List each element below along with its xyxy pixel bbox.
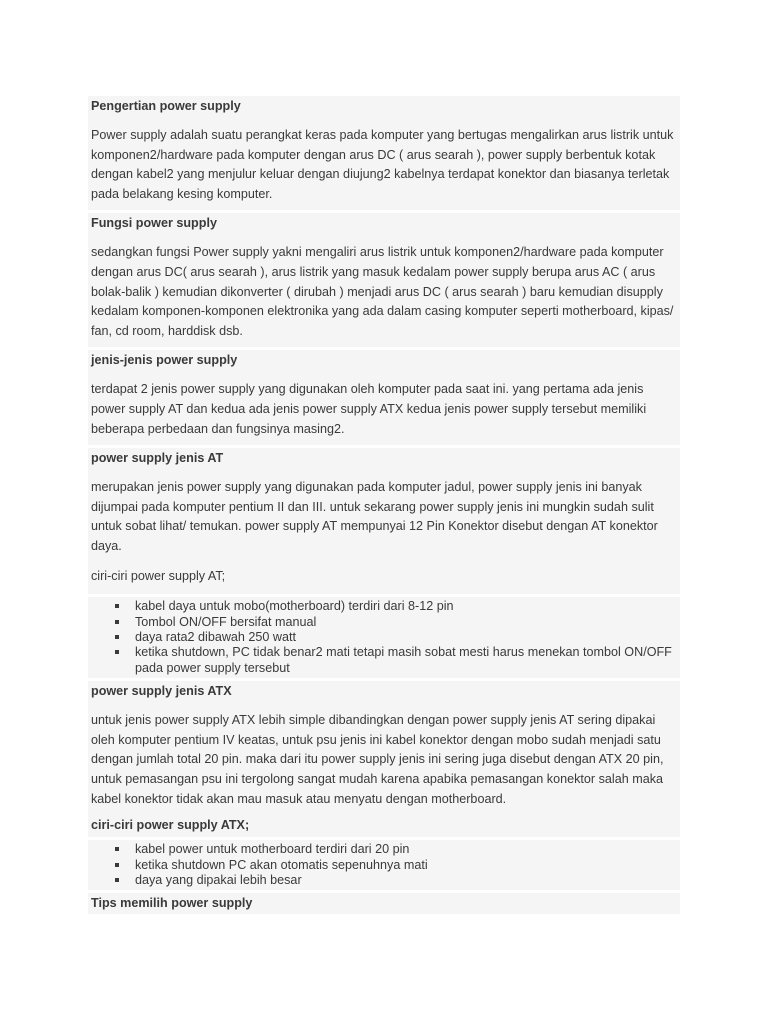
bullet-icon [115,620,119,624]
list-ciri-at [88,597,680,678]
bullet-icon [115,847,119,851]
bullet-icon [115,635,119,639]
list-item: kabel power untuk motherboard terdiri dari 20 pin [91,842,677,857]
heading-tips: Tips memilih power supply [91,896,253,911]
section-fungsi [88,213,680,347]
section-at [88,448,680,594]
document-page [88,96,680,917]
bullet-icon [115,650,119,654]
list-item: daya rata2 dibawah 250 watt [91,630,677,645]
section-pengertian [88,96,680,210]
paragraph-jenis: terdapat 2 jenis power supply yang digunakan oleh komputer pada saat ini. yang pertama ada jenis power supply AT dan kedua ada jenis power supply ATX kedua jenis power supply tersebut memiliki beberapa perbedaan dan fungsinya masing2. [91,382,647,436]
list-ciri-atx [88,840,680,890]
bullet-icon [115,863,119,867]
list-item: Tombol ON/OFF bersifat manual [91,615,677,630]
heading-atx: power supply jenis ATX [91,684,232,699]
paragraph-ciri-at: ciri-ciri power supply AT; [91,568,226,583]
bullet-icon [115,878,119,882]
paragraph-pengertian: Power supply adalah suatu perangkat keras pada komputer yang bertugas mengalirkan arus listrik untuk komponen2/hardware pada komputer dengan arus DC ( arus searah ), power supply berbentuk kotak dengan kabel2 yang menjulur keluar dengan diujung2 kabelnya terdapat konektor dan biasanya terletak pada belakang kesing komputer. [91,128,674,201]
paragraph-at: merupakan jenis power supply yang digunakan pada komputer jadul, power supply jenis ini banyak dijumpai pada komputer pentium II dan III. untuk sekarang power supply jenis ini mungkin sudah sulit untuk sobat lihat/ temukan. power supply AT mempunyai 12 Pin Konektor disebut dengan AT konektor daya. [91,480,658,553]
heading-at: power supply jenis AT [91,451,224,466]
list-item: ketika shutdown PC akan otomatis sepenuhnya mati [91,858,677,873]
section-atx [88,681,680,837]
section-jenis [88,350,680,445]
list-item: ketika shutdown, PC tidak benar2 mati tetapi masih sobat mesti harus menekan tombol ON/OFF pada power supply tersebut [91,645,677,676]
heading-fungsi: Fungsi power supply [91,216,217,231]
paragraph-fungsi: sedangkan fungsi Power supply yakni mengaliri arus listrik untuk komponen2/hardware pada komputer dengan arus DC( arus searah ), arus listrik yang masuk kedalam power supply berupa arus AC ( arus bolak-balik ) kemudian dikonverter ( dirubah ) menjadi arus DC ( arus searah ) baru kemudian disupply kedalam komponen-komponen elektronika yang ada dalam casing komputer seperti motherboard, kipas/ fan, cd room, harddisk dsb. [91,245,674,338]
heading-ciri-atx: ciri-ciri power supply ATX; [91,818,250,833]
paragraph-atx: untuk jenis power supply ATX lebih simple dibandingkan dengan power supply jenis AT sering dipakai oleh komputer pentium IV keatas, untuk psu jenis ini kabel konektor dengan mobo sudah menjadi satu dengan jumlah total 20 pin. maka dari itu power supply jenis ini sering juga disebut dengan ATX 20 pin, untuk pemasangan psu ini tergolong sangat mudah karena apabika pemasangan konektor salah maka kabel konektor tidak akan mau masuk atau menyatu dengan motherboard. [91,713,664,806]
heading-jenis: jenis-jenis power supply [91,353,238,368]
heading-pengertian: Pengertian power supply [91,99,241,113]
list-item: daya yang dipakai lebih besar [91,873,677,888]
list-item: kabel daya untuk mobo(motherboard) terdiri dari 8-12 pin [91,599,677,614]
bullet-icon [115,604,119,608]
section-tips [88,893,680,914]
